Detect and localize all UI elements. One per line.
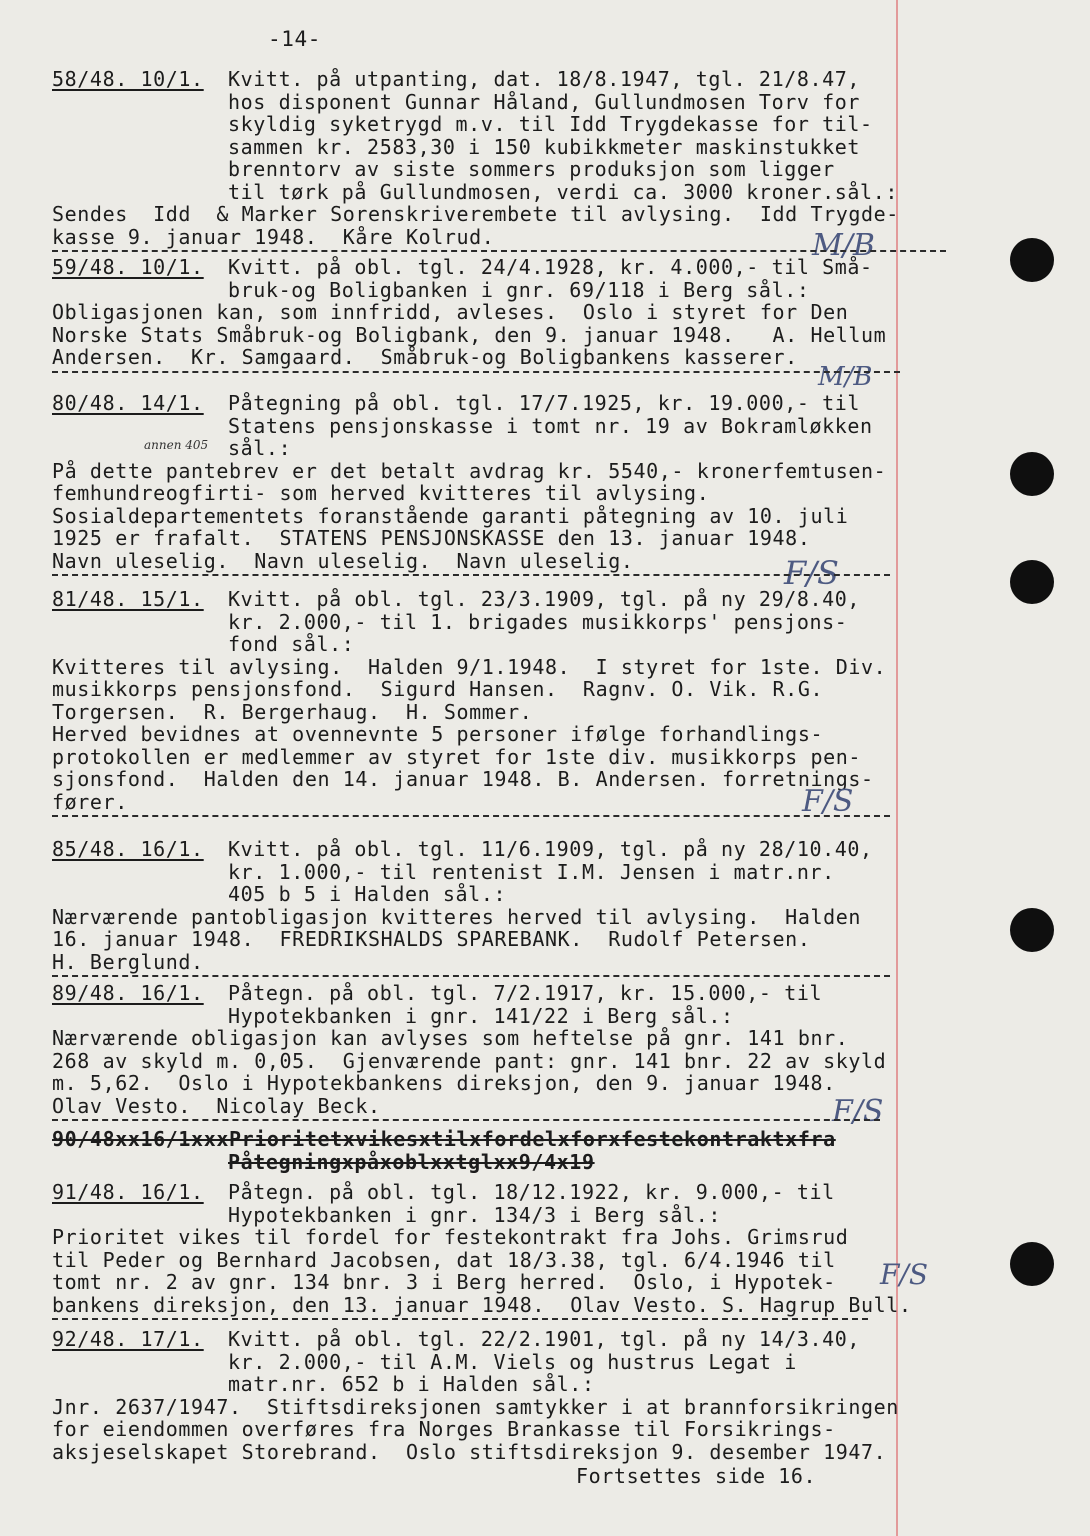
entry-body-line: til Peder og Bernhard Jacobsen, dat 18/3.38, tgl. 6/4.1946 til xyxy=(52,1247,836,1272)
entry-separator xyxy=(52,975,890,977)
entry-body-line: aksjeselskapet Storebrand. Oslo stiftsdireksjon 9. desember 1947. xyxy=(52,1439,887,1464)
entry-head-line: Kvitt. på obl. tgl. 23/3.1909, tgl. på ny 29/8.40, xyxy=(228,587,861,611)
entry-body-line: 16. januar 1948. FREDRIKSHALDS SPAREBANK. Rudolf Petersen. xyxy=(52,927,811,951)
page-number: -14- xyxy=(268,27,321,51)
entry-separator xyxy=(52,1318,868,1320)
entry-head-line: sål.: xyxy=(228,436,292,460)
entry-body-line: 268 av skyld m. 0,05. Gjenværende pant: gnr. 141 bnr. 22 av skyld xyxy=(52,1048,887,1073)
entry-body-line: Norske Stats Småbruk-og Boligbank, den 9. januar 1948. A. Hellum xyxy=(52,322,887,347)
entry-body-line: femhundreogfirti- som herved kvitteres til avlysing. xyxy=(52,481,710,505)
entry-head-line: Kvitt. på utpanting, dat. 18/8.1947, tgl. 21/8.47, xyxy=(228,67,861,91)
initials-signature: M/B xyxy=(818,362,873,392)
entry-head-line: kr. 2.000,- til 1. brigades musikkorps' pensjons- xyxy=(228,609,848,634)
entry-body-line: Olav Vesto. Nicolay Beck. xyxy=(52,1093,381,1118)
entry-head-line: skyldig syketrygd m.v. til Idd Trygdekasse for til- xyxy=(228,112,873,136)
struck-line: 90/48xx16/1xxxPrioritetxvikesxtilxfordelxforxfestekontraktxfra xyxy=(52,1127,836,1151)
punch-hole xyxy=(1010,1242,1054,1286)
entry-body-line: tomt nr. 2 av gnr. 134 bnr. 3 i Berg herred. Oslo, i Hypotek- xyxy=(52,1270,836,1294)
entry-head-line: Påtegn. på obl. tgl. 18/12.1922, kr. 9.000,- til xyxy=(228,1180,835,1204)
entry-head-line: Påtegning på obl. tgl. 17/7.1925, kr. 19.000,- til xyxy=(228,391,861,415)
initials-signature: F/S xyxy=(802,784,854,819)
entry-head-line: kr. 2.000,- til A.M. Viels og hustrus Legat i xyxy=(228,1349,797,1374)
entry-body-line: fører. xyxy=(52,789,128,814)
entry-body-line: Jnr. 2637/1947. Stiftsdireksjonen samtykker i at brannforsikringen xyxy=(52,1394,899,1419)
entry-number: 80/48. 14/1. xyxy=(52,391,204,415)
entry-separator xyxy=(52,371,900,373)
entry-number: 85/48. 16/1. xyxy=(52,837,204,861)
entry-body-line: sjonsfond. Halden den 14. januar 1948. B. Andersen. forretnings- xyxy=(52,767,874,791)
entry-body-line: Torgersen. R. Bergerhaug. H. Sommer. xyxy=(52,699,533,724)
entry-head-line: sammen kr. 2583,30 i 150 kubikkmeter maskinstukket xyxy=(228,134,861,159)
entry-body-line: for eiendommen overføres fra Norges Brankasse til Forsikrings- xyxy=(52,1417,836,1441)
entry-number: 89/48. 16/1. xyxy=(52,981,204,1005)
entry-body-line: musikkorps pensjonsfond. Sigurd Hansen. Ragnv. O. Vik. R.G. xyxy=(52,677,824,701)
entry-head-line: Kvitt. på obl. tgl. 11/6.1909, tgl. på ny 28/10.40, xyxy=(228,837,873,861)
initials-signature: F/S xyxy=(784,554,839,592)
entry-number: 81/48. 15/1. xyxy=(52,587,204,611)
punch-hole xyxy=(1010,238,1054,282)
entry-head-line: Kvitt. på obl. tgl. 22/2.1901, tgl. på ny 14/3.40, xyxy=(228,1327,861,1351)
entry-head-line: Hypotekbanken i gnr. 134/3 i Berg sål.: xyxy=(228,1202,721,1227)
entry-number: 92/48. 17/1. xyxy=(52,1327,204,1351)
entry-body-line: På dette pantebrev er det betalt avdrag kr. 5540,- kronerfemtusen- xyxy=(52,458,887,483)
entry-head-line: Hypotekbanken i gnr. 141/22 i Berg sål.: xyxy=(228,1003,734,1028)
entry-separator xyxy=(52,815,890,817)
entry-head-line: hos disponent Gunnar Håland, Gullundmosen Torv for xyxy=(228,89,861,114)
entry-head-line: bruk-og Boligbanken i gnr. 69/118 i Berg sål.: xyxy=(228,277,810,302)
entry-number: 58/48. 10/1. xyxy=(52,67,204,91)
entry-head-line: 405 b 5 i Halden sål.: xyxy=(228,882,507,906)
entry-head-line: Statens pensjonskasse i tomt nr. 19 av Bokramløkken xyxy=(228,413,873,438)
initials-signature: F/S xyxy=(880,1258,929,1291)
entry-number: 59/48. 10/1. xyxy=(52,255,204,279)
punch-hole xyxy=(1010,452,1054,496)
entry-body-line: H. Berglund. xyxy=(52,949,204,974)
entry-body-line: kasse 9. januar 1948. Kåre Kolrud. xyxy=(52,224,495,249)
entry-head-line: fond sål.: xyxy=(228,632,355,656)
entry-head-line: matr.nr. 652 b i Halden sål.: xyxy=(228,1372,595,1396)
entry-separator xyxy=(52,574,890,576)
punch-hole xyxy=(1010,560,1054,604)
entry-head-line: Kvitt. på obl. tgl. 24/4.1928, kr. 4.000,- til Små- xyxy=(228,255,873,279)
entry-body-line: Nærværende obligasjon kan avlyses som heftelse på gnr. 141 bnr. xyxy=(52,1026,849,1050)
entry-separator xyxy=(52,250,946,252)
punch-hole xyxy=(1010,908,1054,952)
entry-body-line: Herved bevidnes at ovennevnte 5 personer ifølge forhandlings- xyxy=(52,722,824,746)
entry-body-line: m. 5,62. Oslo i Hypotekbankens direksjon, den 9. januar 1948. xyxy=(52,1071,836,1095)
entry-body-line: 1925 er frafalt. STATENS PENSJONSKASSE den 13. januar 1948. xyxy=(52,526,811,550)
entry-body-line: protokollen er medlemmer av styret for 1ste div. musikkorps pen- xyxy=(52,744,862,769)
entry-body-line: Sendes Idd & Marker Sorenskriverembete til avlysing. Idd Trygde- xyxy=(52,202,899,226)
entry-body-line: Sosialdepartementets foranstående garanti påtegning av 10. juli xyxy=(52,503,849,528)
entry-head-line: Påtegn. på obl. tgl. 7/2.1917, kr. 15.000,- til xyxy=(228,981,823,1005)
initials-signature: F/S xyxy=(832,1094,884,1129)
entry-body-line: Kvitteres til avlysing. Halden 9/1.1948. I styret for 1ste. Div. xyxy=(52,654,887,679)
continuation-note: Fortsettes side 16. xyxy=(576,1464,817,1488)
entry-number: 91/48. 16/1. xyxy=(52,1180,204,1204)
struck-line: Påtegningxpåxoblxxtglxx9/4x19 xyxy=(228,1149,595,1174)
initials-signature: M/B xyxy=(812,228,875,263)
entry-body-line: Nærværende pantobligasjon kvitteres herved til avlysing. Halden xyxy=(52,904,862,929)
entry-body-line: Andersen. Kr. Samgaard. Småbruk-og Boligbankens kasserer. xyxy=(52,345,798,369)
entry-head-line: kr. 1.000,- til rentenist I.M. Jensen i matr.nr. xyxy=(228,859,835,884)
entry-body-line: Obligasjonen kan, som innfridd, avleses. Oslo i styret for Den xyxy=(52,300,849,324)
entry-body-line: Navn uleselig. Navn uleselig. Navn uleselig. xyxy=(52,548,634,573)
entry-separator xyxy=(52,1119,880,1121)
entry-head-line: brenntorv av siste sommers produksjon som ligger xyxy=(228,157,835,181)
entry-body-line: Prioritet vikes til fordel for festekontrakt fra Johs. Grimsrud xyxy=(52,1225,849,1249)
entry-body-line: bankens direksjon, den 13. januar 1948. Olav Vesto. S. Hagrup Bull. xyxy=(52,1292,912,1317)
margin-note: annen 405 xyxy=(144,437,209,452)
entry-head-line: til tørk på Gullundmosen, verdi ca. 3000 kroner.sål.: xyxy=(228,179,898,204)
